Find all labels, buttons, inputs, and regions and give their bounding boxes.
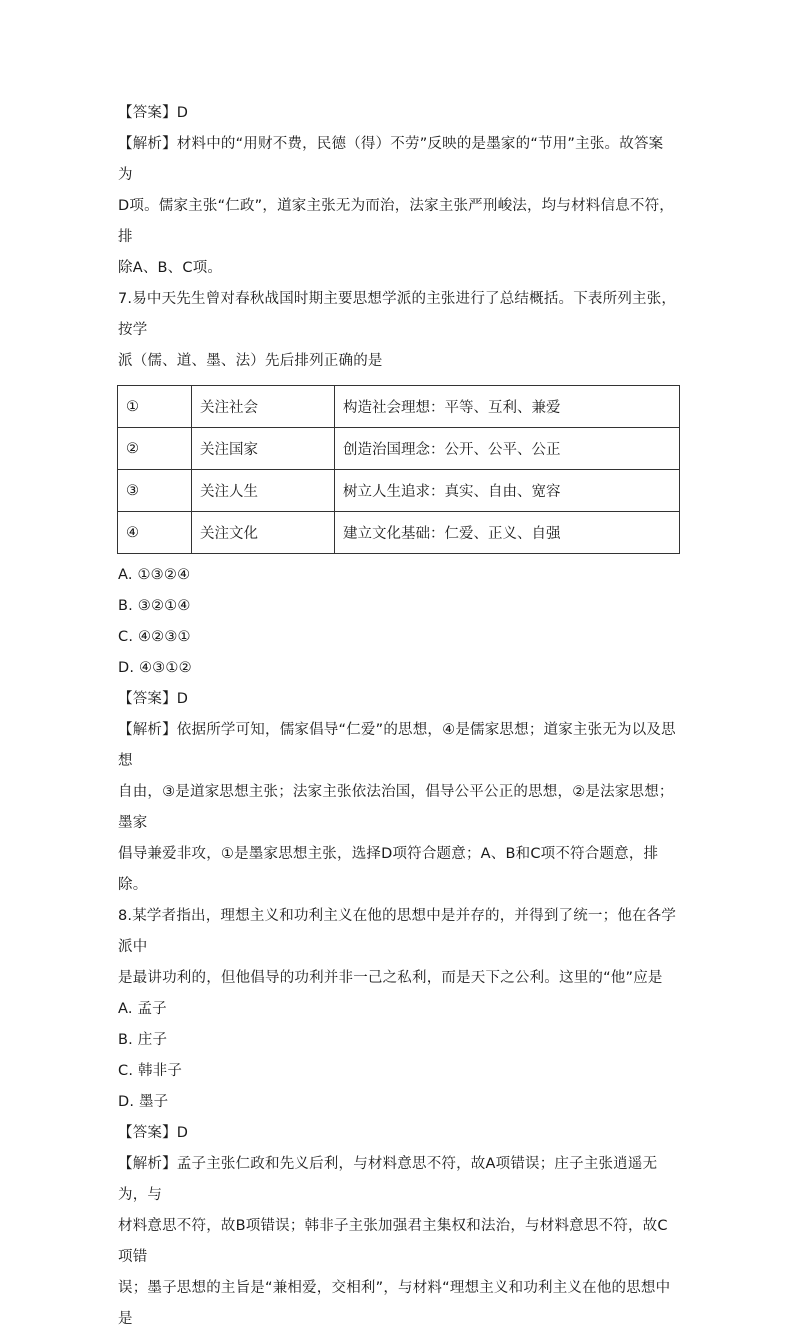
table-cell: 构造社会理想：平等、互利、兼爱 <box>335 386 680 428</box>
table-cell: 创造治国理念：公开、公平、公正 <box>335 428 680 470</box>
table-cell: ② <box>118 428 192 470</box>
q7-option-c: C. ④②③① <box>118 629 191 645</box>
q7-option-b: B. ③②①④ <box>118 598 191 614</box>
q8-analysis-line-2: 材料意思不符，故B项错误；韩非子主张加强君主集权和法治，与材料意思不符，故C项错 <box>118 1218 668 1265</box>
q8-analysis-line-1: 【解析】孟子主张仁政和先义后利，与材料意思不符，故A项错误；庄子主张逍遥无为，与 <box>118 1156 658 1203</box>
table-row <box>118 512 680 554</box>
q7-option-d: D. ④③①② <box>118 660 192 676</box>
page-content <box>118 98 678 1335</box>
q8-answer: 【答案】D <box>118 1125 189 1141</box>
table-cell: 关注人生 <box>192 470 335 512</box>
table-cell: 建立文化基础：仁爱、正义、自强 <box>335 512 680 554</box>
q8-stem-line-1: 8.某学者指出，理想主义和功利主义在他的思想中是并存的，并得到了统一；他在各学派中 <box>118 908 677 955</box>
q7-answer: 【答案】D <box>118 691 189 707</box>
q8-stem-line-2: 是最讲功利的，但他倡导的功利并非一己之私利，而是天下之公利。这里的“他”应是 <box>118 970 663 986</box>
q7-analysis-line-2: 自由，③是道家思想主张；法家主张依法治国，倡导公平公正的思想，②是法家思想；墨家 <box>118 784 674 831</box>
q8-option-b: B. 庄子 <box>118 1032 168 1048</box>
table-row <box>118 428 680 470</box>
q7-table <box>117 385 680 554</box>
q7-option-a: A. ①③②④ <box>118 567 191 583</box>
q8-option-d: D. 墨子 <box>118 1094 169 1110</box>
q7-analysis-line-3: 倡导兼爱非攻，①是墨家思想主张，选择D项符合题意；A、B和C项不符合题意，排除。 <box>118 846 659 893</box>
table-row <box>118 386 680 428</box>
table-cell: 树立人生追求：真实、自由、宽容 <box>335 470 680 512</box>
table-cell: 关注国家 <box>192 428 335 470</box>
table-cell: ④ <box>118 512 192 554</box>
q7-analysis-line-1: 【解析】依据所学可知，儒家倡导“仁爱”的思想，④是儒家思想；道家主张无为以及思想 <box>118 722 676 769</box>
q8-option-a: A. 孟子 <box>118 1001 167 1017</box>
q7-stem-line-2: 派（儒、道、墨、法）先后排列正确的是 <box>118 353 383 369</box>
table-row <box>118 470 680 512</box>
q6-analysis-line-3: 除A、B、C项。 <box>118 260 223 276</box>
table-cell: 关注文化 <box>192 512 335 554</box>
q7-stem-line-1: 7.易中天先生曾对春秋战国时期主要思想学派的主张进行了总结概括。下表所列主张，按学 <box>118 291 677 338</box>
q6-analysis-line-1: 【解析】材料中的“用财不费，民德（得）不劳”反映的是墨家的“节用”主张。故答案为 <box>118 136 664 183</box>
q6-analysis-line-2: D项。儒家主张“仁政”，道家主张无为而治，法家主张严刑峻法，均与材料信息不符，排 <box>118 198 674 245</box>
q8-option-c: C. 韩非子 <box>118 1063 183 1079</box>
table-cell: ③ <box>118 470 192 512</box>
q6-answer: 【答案】D <box>118 105 189 121</box>
table-cell: ① <box>118 386 192 428</box>
q8-analysis-line-3: 误；墨子思想的主旨是“兼相爱，交相利”，与材料“理想主义和功利主义在他的思想中是 <box>118 1280 671 1327</box>
table-cell: 关注社会 <box>192 386 335 428</box>
